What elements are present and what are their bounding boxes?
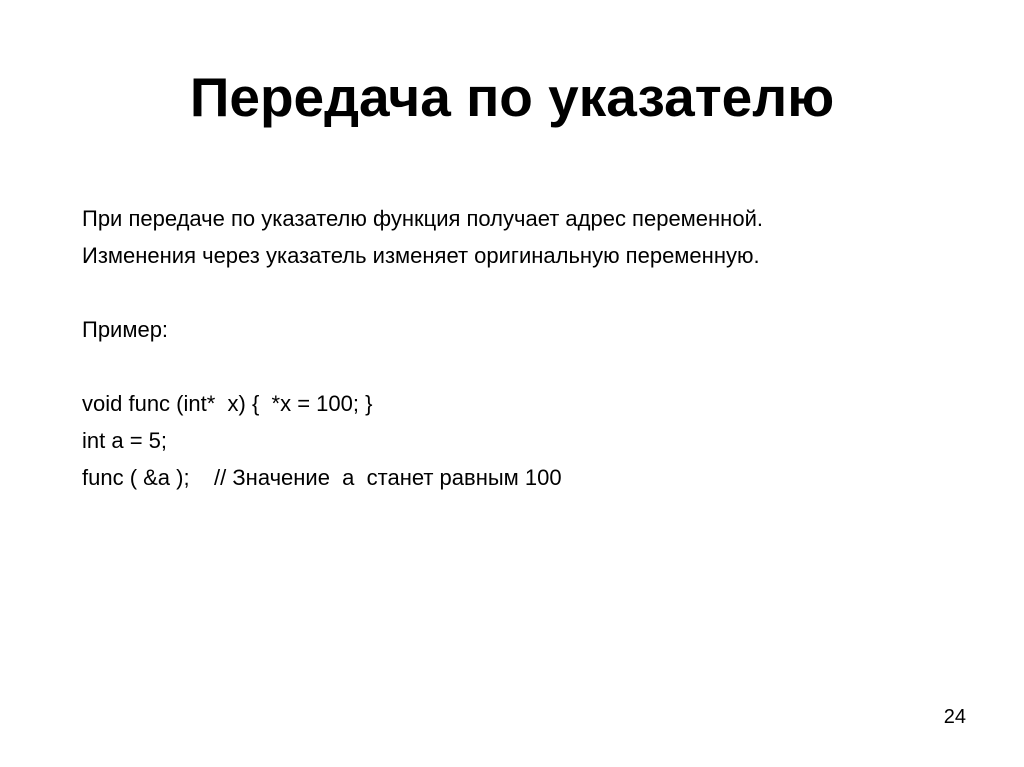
body-line-spacer — [82, 348, 982, 385]
body-line-example-label: Пример: — [82, 317, 169, 342]
body-line-description-2: Изменения через указатель изменяет оригинальную переменную. — [82, 243, 760, 268]
code-line-func-call: func ( &a ); // Значение a станет равным 100 — [82, 465, 562, 490]
slide-body — [82, 200, 982, 496]
page-number: 24 — [943, 706, 966, 728]
code-line-func-definition: void func (int* x) { *x = 100; } — [82, 391, 373, 416]
code-line-variable-declaration: int a = 5; — [82, 428, 168, 453]
body-line-spacer — [82, 274, 982, 311]
body-line-description-1: При передаче по указателю функция получает адрес переменной. — [82, 206, 763, 231]
slide-title: Передача по указателю — [189, 66, 835, 128]
